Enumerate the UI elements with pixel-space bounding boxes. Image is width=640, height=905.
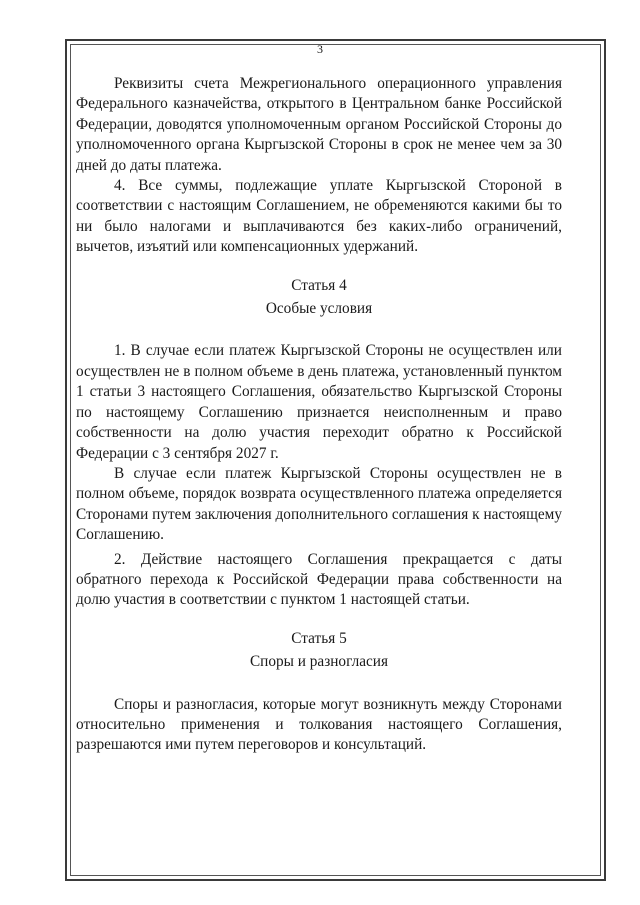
article-4-paragraph-1: 1. В случае если платеж Кыргызской Стороны не осуществлен или осуществлен не в полном объеме в день платежа, установленный пунктом 1 статьи 3 настоящего Соглашения, обязательство Кыргызской Стороны по настоящему Соглашению признается неисполненным и право собственности на долю участия переходит обратно к Российской Федерации с 3 сентября 2027 г. <box>76 342 562 462</box>
paragraph-account-details: Реквизиты счета Межрегионального операционного управления Федерального казначейства, открытого в Центральном банке Российской Федерации, доводятся уполномоченным органом Российской Стороны до уполномоченного органа Кыргызской Стороны в срок не менее чем за 30 дней до даты платежа. <box>76 75 562 174</box>
article-4-title: Особые условия <box>265 300 373 318</box>
article-5-number: Статья 5 <box>291 629 347 647</box>
article-5-paragraph-1: Споры и разногласия, которые могут возникнуть между Сторонами относительно применения и толкования настоящего Соглашения, разрешаются ими путем переговоров и консультаций. <box>76 695 562 754</box>
page-number: 3 <box>317 42 323 56</box>
article-5-title: Споры и разногласия <box>249 653 389 671</box>
document-body <box>76 74 562 756</box>
paragraph-clause-4: 4. Все суммы, подлежащие уплате Кыргызской Стороной в соответствии с настоящим Соглашением, не обременяются какими бы то ни было налогами и выплачиваются без каких-либо ограничений, вычетов, изъятий или компенсационных удержаний. <box>76 177 562 256</box>
article-4-paragraph-3: 2. Действие настоящего Соглашения прекращается с даты обратного перехода к Российской Федерации права собственности на долю участия в соответствии с пунктом 1 настоящей статьи. <box>76 550 562 609</box>
article-4-paragraph-2: В случае если платеж Кыргызской Стороны осуществлен не в полном объеме, порядок возврата осуществленного платежа определяется Сторонами путем заключения дополнительного соглашения к настоящему Соглашению. <box>76 464 562 544</box>
article-4-number: Статья 4 <box>291 276 347 294</box>
